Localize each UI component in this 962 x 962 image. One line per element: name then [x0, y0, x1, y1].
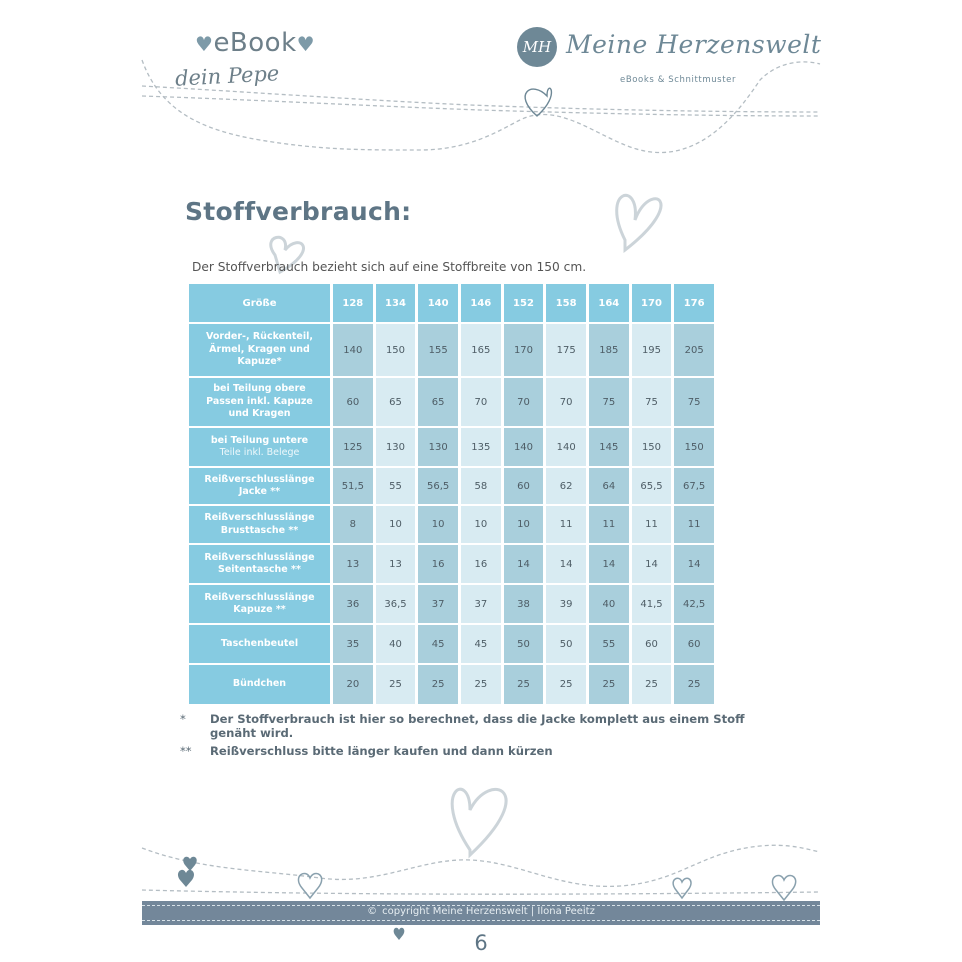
table-cell: 75: [589, 378, 629, 426]
table-cell: 36: [333, 585, 373, 623]
table-cell: 125: [333, 428, 373, 466]
page-title: Stoffverbrauch:: [185, 197, 412, 226]
table-cell: 150: [632, 428, 672, 466]
table-cell: 56,5: [418, 468, 458, 504]
table-cell: 10: [504, 506, 544, 543]
row-label: [189, 545, 330, 583]
table-cell: 20: [333, 665, 373, 704]
table-cell: 70: [546, 378, 586, 426]
size-header: 134: [376, 284, 416, 322]
size-header: 140: [418, 284, 458, 322]
table-cell: 40: [376, 625, 416, 663]
table-cell: 75: [632, 378, 672, 426]
table-cell: 60: [674, 625, 714, 663]
row-label: [189, 665, 330, 704]
table-cell: 36,5: [376, 585, 416, 623]
table-cell: 10: [376, 506, 416, 543]
table-cell: 11: [546, 506, 586, 543]
table-cell: 25: [674, 665, 714, 704]
row-label-text: Reißverschlusslänge Kapuze **: [204, 591, 315, 615]
table-cell: 140: [333, 324, 373, 376]
heart-icon: ♥: [296, 32, 316, 56]
table-cell: 42,5: [674, 585, 714, 623]
footnote-text: Der Stoffverbrauch ist hier so berechnet, dass die Jacke komplett aus einem Stoff genäht wird.: [210, 712, 745, 741]
table-cell: 67,5: [674, 468, 714, 504]
table-cell: 205: [674, 324, 714, 376]
row-label-text: Vorder-, Rückenteil, Ärmel, Kragen und Kapuze*: [206, 331, 313, 368]
table-cell: 41,5: [632, 585, 672, 623]
page-number: 6: [474, 931, 488, 955]
row-label-text: Taschenbeutel: [220, 637, 299, 649]
copyright-label: copyright Meine Herzenswelt | Ilona Peeitz: [382, 906, 595, 917]
table-cell: 51,5: [333, 468, 373, 504]
table-cell: 75: [674, 378, 714, 426]
table-cell: 50: [504, 625, 544, 663]
table-cell: 14: [632, 545, 672, 583]
table-cell: 37: [418, 585, 458, 623]
table-cell: 25: [461, 665, 501, 704]
table-cell: 60: [632, 625, 672, 663]
table-cell: 37: [461, 585, 501, 623]
table-cell: 135: [461, 428, 501, 466]
table-cell: 11: [632, 506, 672, 543]
table-cell: 8: [333, 506, 373, 543]
intro-text: Der Stoffverbrauch bezieht sich auf eine Stoffbreite von 150 cm.: [192, 260, 587, 274]
table-cell: 16: [418, 545, 458, 583]
table-cell: 150: [376, 324, 416, 376]
table-cell: 140: [504, 428, 544, 466]
table-cell: 130: [376, 428, 416, 466]
table-cell: 14: [589, 545, 629, 583]
table-cell: 60: [333, 378, 373, 426]
ebook-title: [195, 28, 315, 58]
fabric-usage-table: [189, 284, 714, 690]
brand-tagline: eBooks & Schnittmuster: [620, 75, 737, 85]
table-cell: 25: [589, 665, 629, 704]
row-label-text: Reißverschlusslänge Jacke **: [204, 473, 315, 497]
table-cell: 145: [589, 428, 629, 466]
brand-name: Meine Herzenswelt: [566, 30, 822, 59]
table-cell: 14: [504, 545, 544, 583]
row-label: [189, 625, 330, 663]
row-label: [189, 324, 330, 376]
row-label: [189, 428, 330, 466]
table-cell: 10: [461, 506, 501, 543]
table-cell: 38: [504, 585, 544, 623]
table-cell: 55: [376, 468, 416, 504]
row-label: [189, 468, 330, 504]
row-label: [189, 585, 330, 623]
table-cell: 165: [461, 324, 501, 376]
table-cell: 25: [546, 665, 586, 704]
size-header: 170: [632, 284, 672, 322]
table-cell: 150: [674, 428, 714, 466]
table-cell: 13: [333, 545, 373, 583]
table-cell: 40: [589, 585, 629, 623]
table-cell: 55: [589, 625, 629, 663]
table-cell: 58: [461, 468, 501, 504]
table-cell: 11: [674, 506, 714, 543]
table-cell: 70: [504, 378, 544, 426]
table-cell: 16: [461, 545, 501, 583]
table-cell: 65,5: [632, 468, 672, 504]
table-cell: 195: [632, 324, 672, 376]
table-cell: 60: [504, 468, 544, 504]
size-header: 158: [546, 284, 586, 322]
heart-icon: ♥: [195, 32, 214, 56]
row-label-text: bei Teilung obere Passen inkl. Kapuze und Kragen: [206, 383, 313, 420]
table-cell: 14: [546, 545, 586, 583]
row-label-text: bei Teilung untere: [210, 434, 309, 446]
footnotes: [180, 712, 780, 761]
table-cell: 64: [589, 468, 629, 504]
table-cell: 155: [418, 324, 458, 376]
size-header: 146: [461, 284, 501, 322]
row-label-text: Reißverschlusslänge Seitentasche **: [204, 551, 315, 575]
row-label-text: Reißverschlusslänge Brusttasche **: [204, 512, 315, 536]
ebook-label: eBook: [213, 28, 297, 58]
table-cell: 25: [504, 665, 544, 704]
footnote-mark: **: [180, 743, 192, 758]
copyright-icon: ©: [367, 906, 378, 917]
table-cell: 25: [418, 665, 458, 704]
table-cell: 25: [632, 665, 672, 704]
size-header: 128: [333, 284, 373, 322]
table-cell: 39: [546, 585, 586, 623]
table-cell: 170: [504, 324, 544, 376]
table-cell: 45: [461, 625, 501, 663]
table-cell: 65: [376, 378, 416, 426]
table-cell: 45: [418, 625, 458, 663]
table-cell: 35: [333, 625, 373, 663]
footnote-mark: *: [180, 712, 186, 726]
table-cell: 65: [418, 378, 458, 426]
row-label: [189, 378, 330, 426]
copyright-text: [0, 906, 962, 917]
table-cell: 11: [589, 506, 629, 543]
footnote: [180, 712, 780, 741]
table-cell: 50: [546, 625, 586, 663]
table-cell: 25: [376, 665, 416, 704]
table-cell: 140: [546, 428, 586, 466]
size-header: 176: [674, 284, 714, 322]
table-header-corner: Größe: [189, 284, 330, 322]
row-label-subtext: Teile inkl. Belege: [219, 447, 300, 458]
row-label: [189, 506, 330, 543]
table-cell: 70: [461, 378, 501, 426]
table-cell: 13: [376, 545, 416, 583]
size-header: 152: [504, 284, 544, 322]
ebook-subtitle: dein Pepe: [174, 61, 280, 91]
footnote: [180, 744, 780, 758]
table-cell: 62: [546, 468, 586, 504]
size-header: 164: [589, 284, 629, 322]
brand-logo: MH: [517, 27, 557, 67]
table-cell: 14: [674, 545, 714, 583]
table-cell: 130: [418, 428, 458, 466]
table-cell: 185: [589, 324, 629, 376]
table-cell: 175: [546, 324, 586, 376]
footnote-text: Reißverschluss bitte länger kaufen und dann kürzen: [210, 743, 553, 758]
row-label-text: Bündchen: [232, 678, 287, 690]
table-cell: 10: [418, 506, 458, 543]
